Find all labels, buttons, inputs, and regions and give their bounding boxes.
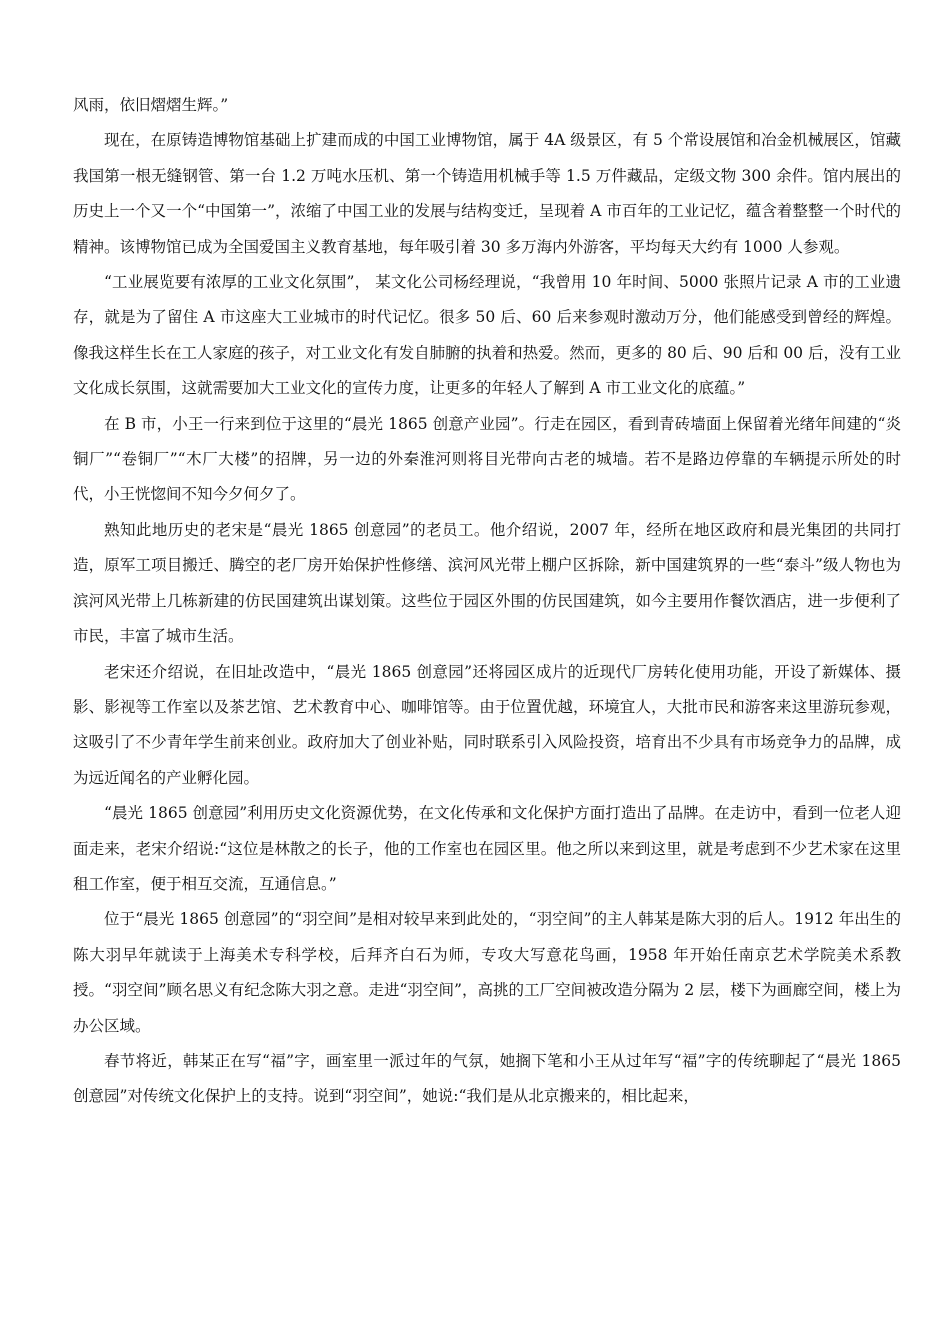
paragraph-4: 在 B 市，小王一行来到位于这里的“晨光 1865 创意产业园”。行走在园区，看到青砖墙面上保留着光绪年间建的“炎铜厂”“卷铜厂”“木厂大楼”的招牌，另一边的外秦淮河则将目光带向古老的城墙。若不是路边停靠的车辆提示所处的时代，小王恍惚间不知今夕何夕了。 (73, 414, 901, 504)
paragraph-9: 春节将近，韩某正在写“福”字，画室里一派过年的气氛，她搁下笔和小王从过年写“福”字的传统聊起了“晨光 1865 创意园”对传统文化保护上的支持。说到“羽空间”，她说:“我们是从北京搬来的，相比起来， (73, 1051, 901, 1106)
paragraph-8: 位于“晨光 1865 创意园”的“羽空间”是相对较早来到此处的，“羽空间”的主人韩某是陈大羽的后人。1912 年出生的陈大羽早年就读于上海美术专科学校，后拜齐白石为师，专攻大写意花鸟画，1958 年开始任南京艺术学院美术系教授。“羽空间”顾名思义有纪念陈大羽之意。走进“羽空间”，高挑的工厂空间被改造分隔为 2 层，楼下为画廊空间，楼上为办公区域。 (73, 910, 901, 1035)
paragraph-2: 现在，在原铸造博物馆基础上扩建而成的中国工业博物馆，属于 4A 级景区，有 5 个常设展馆和冶金机械展区，馆藏我国第一根无缝钢管、第一台 1.2 万吨水压机、第一个铸造用机械手等 1.5 万件藏品，定级文物 300 余件。馆内展出的历史上一个又一个“中国第一”，浓缩了中国工业的发展与结构变迁，呈现着 A 市百年的工业记忆，蕴含着整整一个时代的精神。该博物馆已成为全国爱国主义教育基地，每年吸引着 30 多万海内外游客，平均每天大约有 1000 人参观。 (73, 131, 901, 256)
paragraph-6: 老宋还介绍说，在旧址改造中，“晨光 1865 创意园”还将园区成片的近现代厂房转化使用功能，开设了新媒体、摄影、影视等工作室以及茶艺馆、艺术教育中心、咖啡馆等。由于位置优越，环境宜人，大批市民和游客来这里游玩参观，这吸引了不少青年学生前来创业。政府加大了创业补贴，同时联系引入风险投资，培育出不少具有市场竞争力的品牌，成为远近闻名的产业孵化园。 (73, 662, 901, 787)
paragraph-5: 熟知此地历史的老宋是“晨光 1865 创意园”的老员工。他介绍说，2007 年，经所在地区政府和晨光集团的共同打造，原军工项目搬迁、腾空的老厂房开始保护性修缮、滨河风光带上棚户区拆除，新中国建筑界的一些“泰斗”级人物也为滨河风光带上几栋新建的仿民国建筑出谋划策。这些位于园区外围的仿民国建筑，如今主要用作餐饮酒店，进一步便利了市民，丰富了城市生活。 (73, 520, 901, 646)
document-page (73, 88, 901, 1115)
paragraph-1: 风雨，依旧熠熠生辉。” (73, 96, 229, 114)
paragraph-7: “晨光 1865 创意园”利用历史文化资源优势，在文化传承和文化保护方面打造出了品牌。在走访中，看到一位老人迎面走来，老宋介绍说:“这位是林散之的长子，他的工作室也在园区里。他之所以来到这里，就是考虑到不少艺术家在这里租工作室，便于相互交流，互通信息。” (73, 804, 901, 893)
paragraph-3: “工业展览要有浓厚的工业文化氛围”， 某文化公司杨经理说，“我曾用 10 年时间、5000 张照片记录 A 市的工业遗存，就是为了留住 A 市这座大工业城市的时代记忆。很多 50 后、60 后来参观时激动万分，他们能感受到曾经的辉煌。像我这样生长在工人家庭的孩子，对工业文化有发自肺腑的执着和热爱。然而，更多的 80 后、90 后和 00 后，没有工业文化成长氛围，这就需要加大工业文化的宣传力度，让更多的年轻人了解到 A 市工业文化的底蕴。” (73, 273, 901, 398)
